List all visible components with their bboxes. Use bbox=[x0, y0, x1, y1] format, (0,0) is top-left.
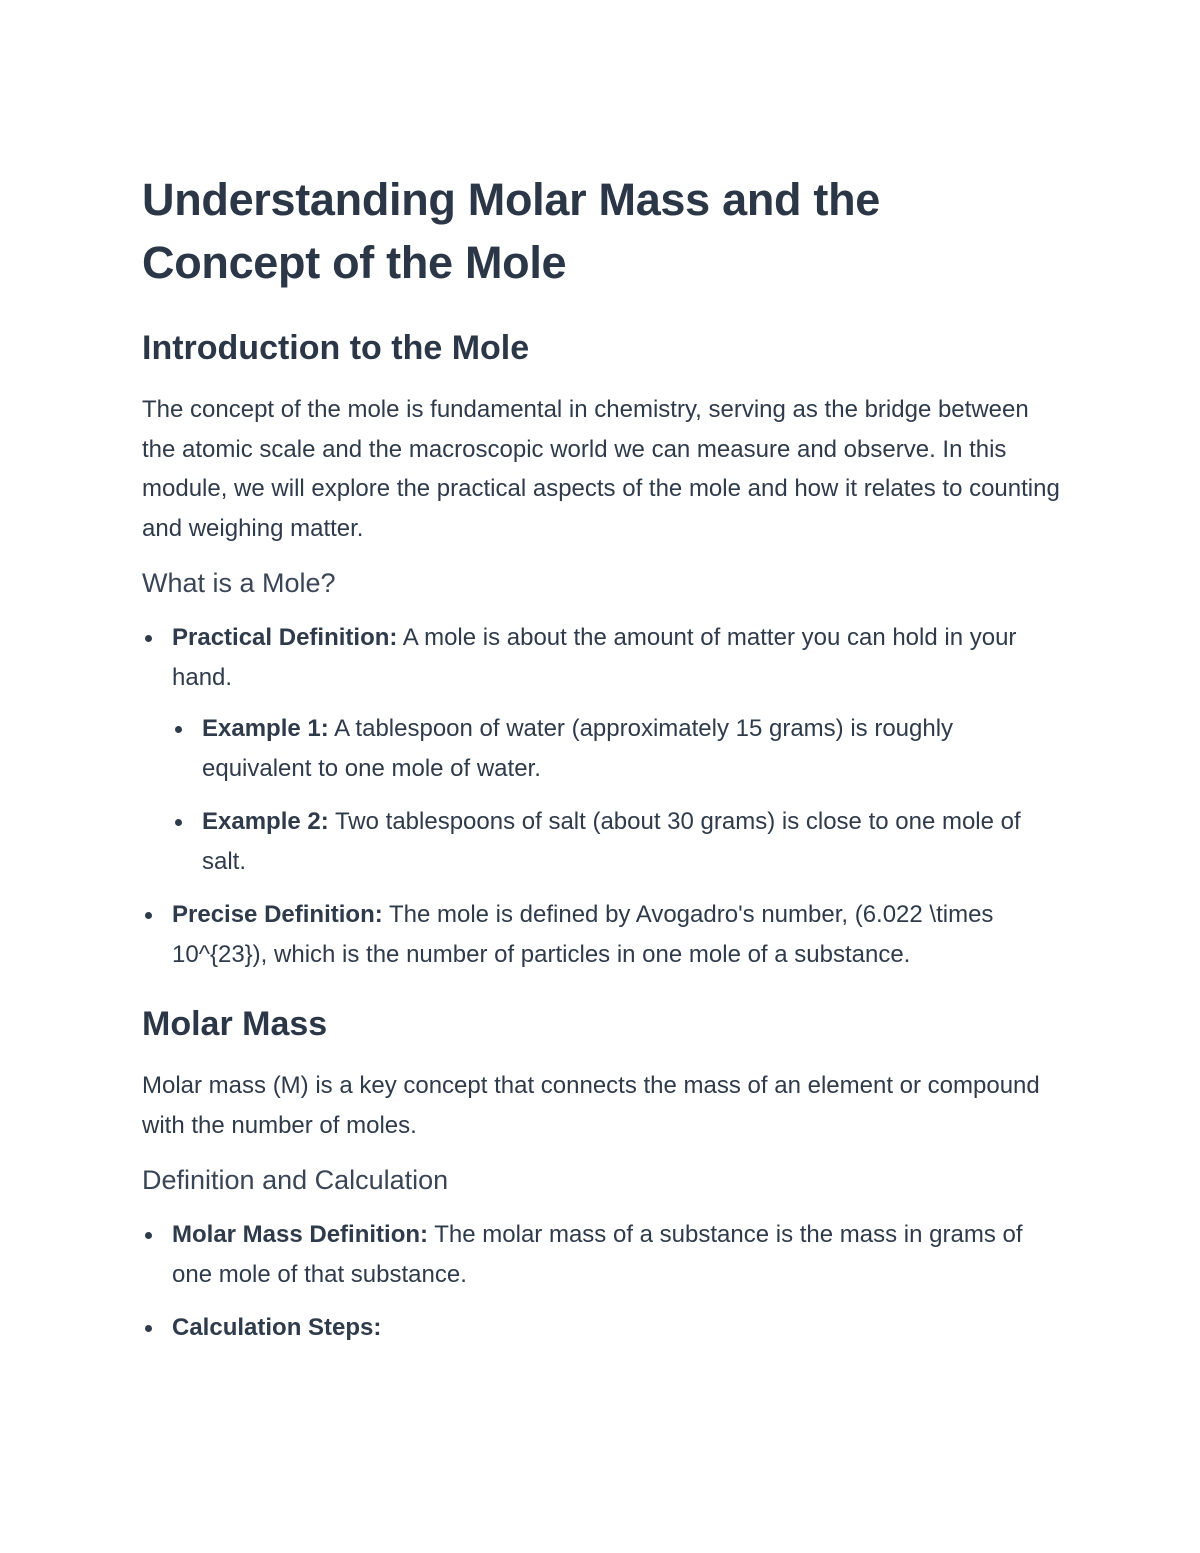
subheading-what-is-a-mole: What is a Mole? bbox=[142, 568, 336, 598]
list-item bbox=[172, 802, 1062, 881]
section-heading-introduction: Introduction to the Mole bbox=[142, 329, 530, 367]
item-label: Example 1: bbox=[202, 715, 329, 742]
item-label: Molar Mass Definition: bbox=[172, 1221, 429, 1248]
bullet-icon bbox=[145, 1232, 152, 1239]
examples-list bbox=[172, 709, 1062, 881]
mole-definitions-list bbox=[142, 618, 1062, 974]
bullet-icon bbox=[145, 1325, 152, 1332]
list-item bbox=[142, 618, 1062, 881]
item-text: A tablespoon of water (approximately 15 grams) is roughly equivalent to one mole of water. bbox=[202, 715, 954, 782]
list-item bbox=[172, 709, 1062, 788]
item-text: The mole is defined by Avogadro's number, (6.022 \times 10^{23}), which is the number of particles in one mole of a substance. bbox=[172, 901, 994, 968]
list-item bbox=[142, 1215, 1062, 1294]
item-text: The molar mass of a substance is the mass in grams of one mole of that substance. bbox=[172, 1221, 1023, 1288]
item-text: A mole is about the amount of matter you can hold in your hand. bbox=[172, 624, 1017, 691]
item-label: Example 2: bbox=[202, 808, 329, 835]
item-text: Two tablespoons of salt (about 30 grams) is close to one mole of salt. bbox=[202, 808, 1021, 875]
list-item bbox=[142, 1308, 1062, 1348]
item-label: Precise Definition: bbox=[172, 901, 383, 928]
item-label: Calculation Steps: bbox=[172, 1314, 382, 1341]
intro-paragraph: The concept of the mole is fundamental in chemistry, serving as the bridge between the atomic scale and the macroscopic world we can measure and observe. In this module, we will explore the practical aspects of the mole and how it relates to counting and weighing matter. bbox=[142, 396, 1060, 542]
bullet-icon bbox=[145, 912, 152, 919]
section-heading-molar-mass: Molar Mass bbox=[142, 1005, 328, 1043]
bullet-icon bbox=[175, 819, 182, 826]
document-title: Understanding Molar Mass and the Concept of the Mole bbox=[142, 174, 880, 288]
bullet-icon bbox=[145, 635, 152, 642]
molar-mass-list bbox=[142, 1215, 1062, 1348]
molar-mass-paragraph: Molar mass (M) is a key concept that connects the mass of an element or compound with the number of moles. bbox=[142, 1072, 1040, 1139]
item-label: Practical Definition: bbox=[172, 624, 398, 651]
document-page bbox=[142, 168, 1062, 1362]
subheading-definition-calculation: Definition and Calculation bbox=[142, 1165, 449, 1195]
list-item bbox=[142, 895, 1062, 974]
bullet-icon bbox=[175, 726, 182, 733]
